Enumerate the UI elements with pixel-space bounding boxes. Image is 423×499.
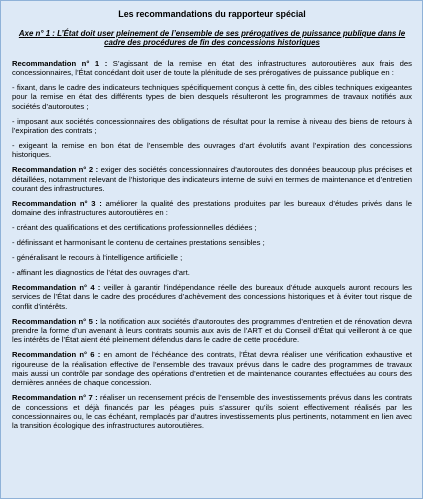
- axis-heading: Axe n° 1 : L’État doit user pleinement de l’ensemble de ses prérogatives de puissance publique dans le cadre des procédures de fin des concessions historiques: [18, 29, 406, 48]
- recommendation-text: améliorer la qualité des prestations produites par les bureaux d’études privés dans le domaine des infrastructures autoroutières en :: [12, 198, 412, 218]
- list-item: - affinant les diagnostics de l’état des ouvrages d’art.: [12, 268, 190, 277]
- recommendation-label: Recommandation n° 5 :: [12, 316, 98, 326]
- recommendation-label: Recommandation n° 7 :: [12, 393, 98, 403]
- recommendation-2: [12, 165, 412, 193]
- list-item: - fixant, dans le cadre des indicateurs techniques spécifiquement conçus à cette fin, des cibles techniques exigeantes pour la remise en état des différents types de bien desquels résulteront les programmes de travaux notifiés aux sociétés d’autoroutes ;: [12, 83, 412, 111]
- recommendation-1: [12, 59, 412, 78]
- recommendation-5: [12, 317, 412, 345]
- recommendation-4: [12, 283, 412, 311]
- recommendation-text: la notification aux sociétés d’autoroutes des programmes d’entretien et de rénovation devra prendre la forme d’un avenant à leurs contrats soumis aux avis de l’ART et du Conseil d’État qui veilleront à ce que les intérêts de l’État aient été pleinement défendus dans le cadre de cette procédure.: [12, 316, 412, 345]
- list-item: - généralisant le recours à l’intelligence artificielle ;: [12, 253, 183, 263]
- list-item: - créant des qualifications et des certifications professionnelles dédiées ;: [12, 223, 257, 233]
- recommendation-6: [12, 350, 412, 387]
- recommendation-label: Recommandation n° 4 :: [12, 282, 101, 292]
- recommendation-label: Recommandation n° 3 :: [12, 198, 102, 208]
- recommendation-label: Recommandation n° 1 :: [12, 58, 108, 68]
- recommendation-7: [12, 393, 412, 430]
- recommendation-text: veiller à garantir l’indépendance réelle des bureaux d’étude auxquels auront recours les services de l’État dans le cadre des procédures d’achèvement des concessions historiques et à éviter tout risque de conflit d’intérêts.: [12, 282, 412, 311]
- list-item: - définissant et harmonisant le contenu de certaines prestations sensibles ;: [12, 238, 265, 248]
- list-item: - imposant aux sociétés concessionnaires des obligations de résultat pour la remise à niveau des biens de retours à l’expiration des contrats ;: [12, 116, 412, 136]
- list-item: - exigeant la remise en bon état de l’ensemble des ouvrages d’art évolutifs avant l’expiration des concessions historiques.: [12, 141, 412, 160]
- box-title: Les recommandations du rapporteur spécial: [118, 9, 306, 19]
- recommendation-label: Recommandation n° 6 :: [12, 350, 101, 360]
- recommendation-text: S’agissant de la remise en état des infrastructures autoroutières aux frais des concessionnaires, l’État concédant doit user de toute la plénitude de ses prérogatives de puissance publique en :: [12, 58, 412, 78]
- recommendation-text: en amont de l’échéance des contrats, l’État devra réaliser une vérification exhaustive et rigoureuse de la réalisation effective de l’ensemble des travaux prévus dans le cadre des programmes de travaux mais aussi un contrôle par sondage des opérations d’entretien et de maintenance courantes effectuées au cours des dernières années de chaque concession.: [12, 350, 412, 388]
- recommendation-text: exiger des sociétés concessionnaires d’autoroutes des données beaucoup plus précises et détaillées, notamment relevant de l’historique des indicateurs interne de suivi en termes de maintenance et d’entretien courant des infrastructures.: [12, 165, 412, 193]
- recommendation-3: [12, 199, 412, 218]
- recommendation-text: réaliser un recensement précis de l’ensemble des investissements prévus dans les contrats de concessions et déjà financés par les péages puis s’assurer qu’ils soient effectivement réalisés par les concessionnaires ou, le cas échéant, remplacés par d’autres investissements plus pertinents, notamment en lien avec la transition écologique des infrastructures autoroutières.: [12, 393, 412, 431]
- recommendation-label: Recommandation n° 2 :: [12, 165, 99, 175]
